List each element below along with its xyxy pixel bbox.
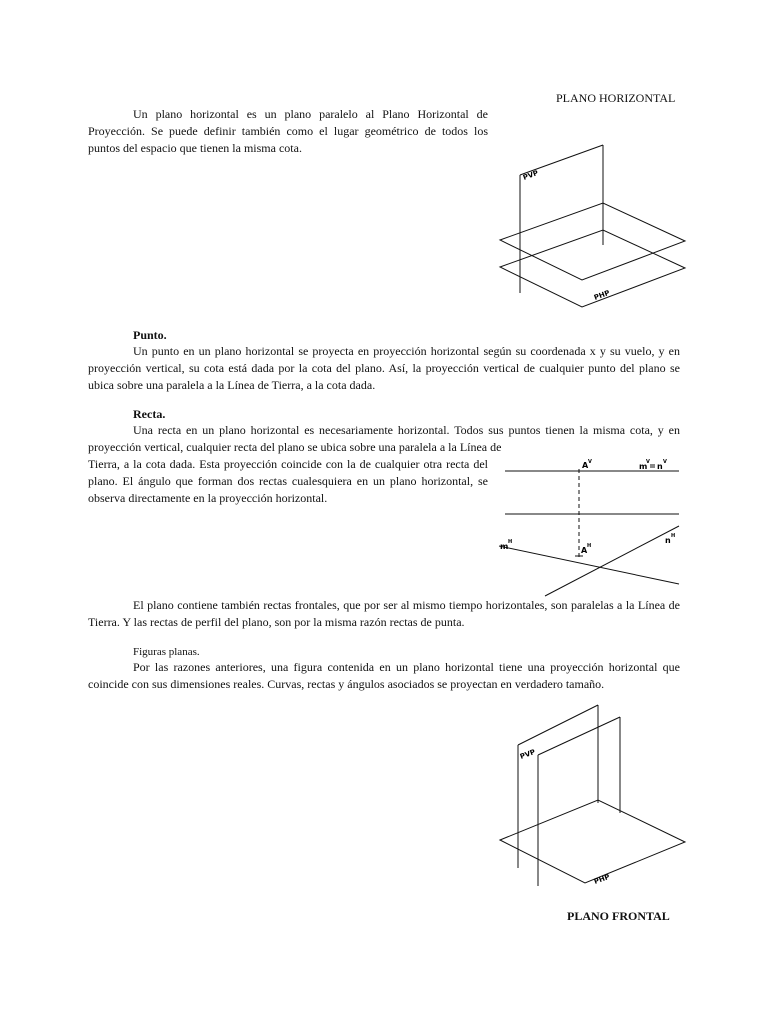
horizontal-plane-php xyxy=(500,800,685,883)
label-mv-sup: V xyxy=(646,459,650,465)
figure-plano-horizontal xyxy=(495,145,690,315)
recta-nh xyxy=(545,526,679,596)
label-mh-sup: H xyxy=(508,539,513,545)
figure-proyecciones-recta xyxy=(495,455,685,600)
label-av: A xyxy=(582,461,589,470)
php-label: PHP xyxy=(592,288,611,302)
label-nh-sup: H xyxy=(671,533,676,539)
label-nh: n xyxy=(665,536,671,545)
frontal-plane xyxy=(538,717,620,886)
label-ah: A xyxy=(581,546,588,555)
label-mh: m xyxy=(500,542,509,551)
horizontal-plane-upper xyxy=(500,203,685,280)
recta-paragraph-b: Tierra, a la cota dada. Esta proyección coincide con la de cualquier otra recta del plano. El ángulo que forman dos rectas cualesquiera en un plano horizontal, se observa directamente en la proyección horizontal. xyxy=(88,457,488,505)
recta-mh xyxy=(499,546,679,584)
figuras-heading: Figuras planas. xyxy=(133,646,200,658)
recta-heading: Recta. xyxy=(133,407,166,421)
figuras-paragraph: Por las razones anteriores, una figura contenida en un plano horizontal tiene una proyección horizontal que coincide con sus dimensiones reales. Curvas, rectas y ángulos asociados se proyectan en verdadero tamaño. xyxy=(88,660,680,691)
figure-plano-frontal xyxy=(495,703,690,893)
section-title-plano-horizontal: PLANO HORIZONTAL xyxy=(556,91,676,105)
label-nv: n xyxy=(657,462,663,471)
php-label: PHP xyxy=(592,872,611,886)
label-ah-sup: H xyxy=(587,543,592,549)
frontales-paragraph: El plano contiene también rectas frontales, que por ser al mismo tiempo horizontales, son paralelas a la Línea de Tierra. Y las rectas de perfil del plano, son por la misma razón rectas de punta. xyxy=(88,598,680,629)
vertical-plane-pvp xyxy=(518,705,598,868)
vertical-plane xyxy=(520,145,603,293)
recta-paragraph-a: Una recta en un plano horizontal es necesariamente horizontal. Todos sus puntos tienen la misma cota, y en proyección vertical, cualquier recta del plano se ubica sobre una paralela a la Línea de xyxy=(88,423,680,454)
pvp-label: PVP xyxy=(521,168,540,182)
label-nv-sup: V xyxy=(663,459,667,465)
section-title-plano-frontal: PLANO FRONTAL xyxy=(567,909,670,923)
punto-paragraph: Un punto en un plano horizontal se proyecta en proyección horizontal según su coordenada x y su vuelo, y en proyección vertical, su cota está dada por la cota del plano. Así, la proyección vertical de cualquier punto del plano se ubica sobre una paralela a la Línea de Tierra, a la cota dada. xyxy=(88,344,680,392)
punto-heading: Punto. xyxy=(133,328,167,342)
label-mv: m xyxy=(639,462,648,471)
label-av-sup: V xyxy=(588,459,592,465)
intro-paragraph: Un plano horizontal es un plano paralelo al Plano Horizontal de Proyección. Se puede definir también como el lugar geométrico de todos los puntos del espacio que tienen la misma cota. xyxy=(88,107,488,155)
pvp-label: PVP xyxy=(518,747,537,761)
